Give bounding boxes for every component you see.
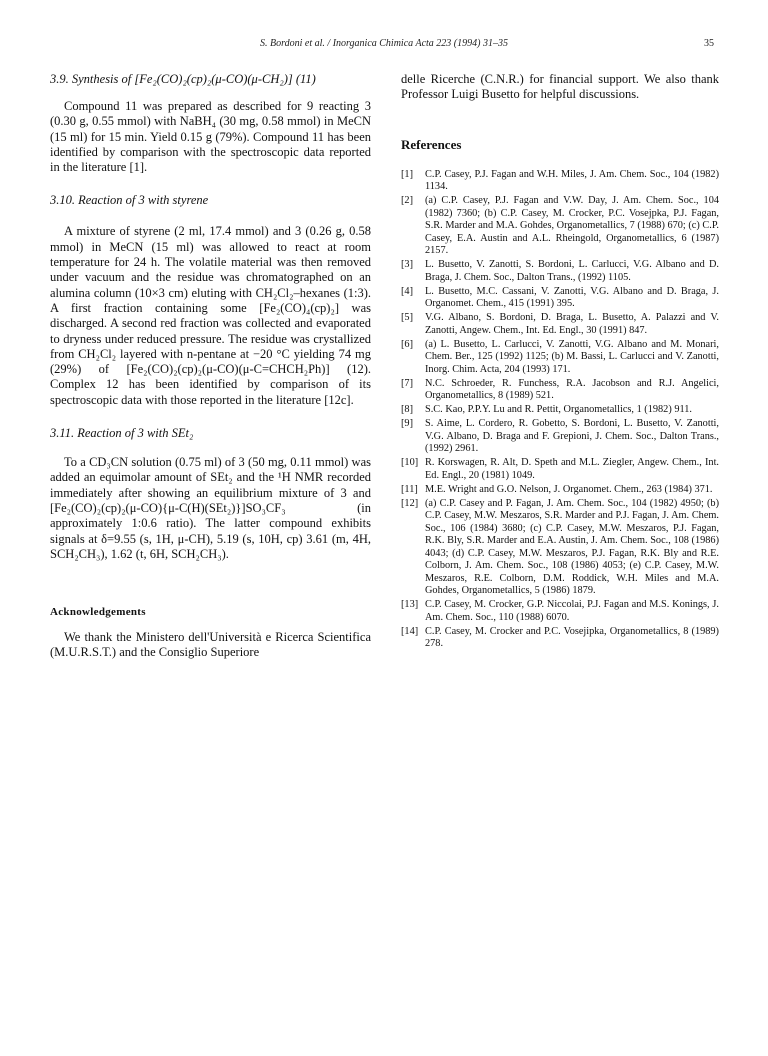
acknowledgements-text: We thank the Ministero dell'Università e Ricerca Scientifica (M.U.R.S.T.) and the Consiglio Superiore [50,630,371,660]
reference-item [401,599,719,624]
section-title: 3.10. Reaction of 3 with styrene [50,193,209,208]
reference-text: (a) C.P. Casey, P.J. Fagan and V.W. Day, J. Am. Chem. Soc., 104 (1982) 7360; (b) C.P. Casey, M. Crocker, P.C. Vosejpka, P.J. Fagan, S.R. Marder and M.A. Gohdes, Organometallics, 7 (1988) 670; (c) C.P. Casey, E.A. Austin and A.L. Rheingold, Organometallics, 6 (1987) 2157. [425,195,719,257]
reference-item [401,626,719,651]
section-paragraph: A mixture of styrene (2 ml, 17.4 mmol) and 3 (0.26 g, 0.58 mmol) in MeCN (15 ml) was allowed to react at room temperature for 24 h. The volatile material was then removed under vacuum and the residue was chromatographed on an alumina column (10×3 cm) eluting with CH₂Cl₂–hexanes (1:3). A first fraction containing some [Fe₂(CO)₄(cp)₂] was discharged. A second red fraction was collected and evaporated to dryness under reduced pressure. The residue was crystallized from CH₂Cl₂ layered with n-pentane at −20 °C yielding 74 mg (29%) of [Fe₂(CO)₂(cp)₂(μ-CO)(μ-C=CHCH₂Ph)] (12). Complex 12 has been identified by comparison of its spectroscopic data with those reported in the literature [12c]. [50,224,371,407]
references-heading: References [401,136,462,152]
reference-number: [6] [401,338,414,350]
reference-number: [14] [401,625,419,637]
acknowledgements-continued: delle Ricerche (C.N.R.) for financial support. We also thank Professor Luigi Busetto for helpful discussions. [401,72,719,102]
reference-item [401,484,719,497]
reference-item [401,498,719,598]
section-title: 3.9. Synthesis of [Fe₂(CO)₂(cp)₂(μ-CO)(μ-CH₂)] (11) [50,72,316,86]
reference-text: S.C. Kao, P.P.Y. Lu and R. Pettit, Organometallics, 1 (1982) 911. [425,404,692,416]
reference-item [401,339,719,377]
section-3-9 [50,72,371,175]
reference-text: L. Busetto, V. Zanotti, S. Bordoni, L. Carlucci, V.G. Albano and D. Braga, J. Chem. Soc., Dalton Trans., (1992) 1105. [425,259,719,283]
section-3-10 [50,193,371,408]
reference-number: [9] [401,418,414,430]
reference-item [401,169,719,194]
section-paragraph: Compound 11 was prepared as described for 9 reacting 3 (0.30 g, 0.55 mmol) with NaBH₄ (30 mg, 0.58 mmol) in MeCN (15 ml) for 15 min. Yield 0.15 g (79%). Compound 11 has been identified by comparison with the spectroscopic data reported in the literature [1]. [50,99,371,175]
reference-text: V.G. Albano, S. Bordoni, D. Braga, L. Busetto, A. Palazzi and V. Zanotti, Angew. Chem., Int. Ed. Engl., 30 (1991) 847. [425,312,719,336]
reference-text: C.P. Casey, P.J. Fagan and W.H. Miles, J. Am. Chem. Soc., 104 (1982) 1134. [425,168,719,193]
section-paragraph: To a CD₃CN solution (0.75 ml) of 3 (50 mg, 0.11 mmol) was added an equimolar amount of SEt₂ and the ¹H NMR recorded immediately after showing an equilibrium mixture of 3 and [Fe₂(CO)₂(cp)₂(μ-CO){μ-C(H)(SEt₂)}]SO₃CF₃ (in approximately 1:0.6 ratio). The latter compound exhibits signals at δ=9.55 (s, 1H, μ-CH), 5.19 (s, 10H, cp) 3.61 (m, 4H, SCH₂CH₃), 1.62 (t, 6H, SCH₂CH₃). [50,455,371,561]
reference-number: [13] [401,599,419,611]
left-column [50,72,371,661]
reference-number: [10] [401,457,419,469]
reference-text: (a) L. Busetto, L. Carlucci, V. Zanotti, V.G. Albano and M. Monari, Chem. Ber., 125 (1992) 1125; (b) M. Bassi, L. Carlucci and V. Zanotti, Inorg. Chim. Acta, 204 (1993) 171. [425,338,719,375]
reference-item [401,457,719,482]
reference-number: [11] [401,483,418,495]
running-title: S. Bordoni et al. / Inorganica Chimica Acta 223 (1994) 31–35 [260,38,508,49]
reference-text: M.E. Wright and G.O. Nelson, J. Organomet. Chem., 263 (1984) 371. [425,483,713,495]
acknowledgements [50,606,371,661]
reference-text: C.P. Casey, M. Crocker, G.P. Niccolai, P.J. Fagan and M.S. Konings, J. Am. Chem. Soc., 110 (1988) 6070. [425,599,719,623]
reference-number: [5] [401,312,414,324]
reference-number: [7] [401,377,414,389]
reference-number: [1] [401,168,414,180]
right-column [401,72,719,652]
reference-number: [2] [401,195,414,207]
reference-text: R. Korswagen, R. Alt, D. Speth and M.L. Ziegler, Angew. Chem., Int. Ed. Engl., 20 (1981) 1049. [425,457,719,481]
reference-item [401,286,719,311]
reference-item [401,312,719,337]
reference-text: N.C. Schroeder, R. Funchess, R.A. Jacobson and R.J. Angelici, Organometallics, 8 (1989) 521. [425,377,719,402]
reference-number: [8] [401,404,414,416]
reference-text: C.P. Casey, M. Crocker and P.C. Vosejipka, Organometallics, 8 (1989) 278. [425,625,719,650]
section-3-11 [50,426,371,562]
reference-text: (a) C.P. Casey and P. Fagan, J. Am. Chem. Soc., 104 (1982) 4950; (b) C.P. Casey, M.W. Meszaros, S.R. Marder and P.J. Fagan, J. Am. Chem. Soc., 106 (1984) 3680; (c) C.P. Casey, M.W. Meszaros, P.J. Fagan, R.K. Bly, S.R. Marder and E.A. Austin, J. Am. Chem. Soc., 108 (1986) 4043; (d) C.P. Casey, M.W. Meszaros, P.J. Fagan, R.K. Bly and R.E. Colborn, J. Am. Chem. Soc., 108 (1986) 4053; (e) C.P. Casey, M.W. Meszaros, R.E. Colborn, D.M. Roddick, W.H. Miles and M.A. Gohdes, Organometallics, 5 (1986) 1879. [425,497,719,597]
page-number: 35 [704,38,714,49]
reference-item [401,259,719,284]
reference-number: [3] [401,259,414,271]
reference-text: S. Aime, L. Cordero, R. Gobetto, S. Bordoni, L. Busetto, V. Zanotti, V.G. Albano, D. Braga and F. Grepioni, J. Chem. Soc., Dalton Trans., (1992) 2961. [425,418,719,455]
acknowledgements-heading: Acknowledgements [50,606,146,619]
reference-item [401,404,719,417]
reference-item [401,378,719,403]
reference-item [401,418,719,456]
reference-number: [4] [401,285,414,297]
section-title: 3.11. Reaction of 3 with SEt₂ [50,426,194,441]
reference-list [401,169,719,651]
reference-number: [12] [401,497,419,509]
reference-item [401,195,719,258]
reference-text: L. Busetto, M.C. Cassani, V. Zanotti, V.G. Albano and D. Braga, J. Organomet. Chem., 415 (1991) 395. [425,285,719,310]
